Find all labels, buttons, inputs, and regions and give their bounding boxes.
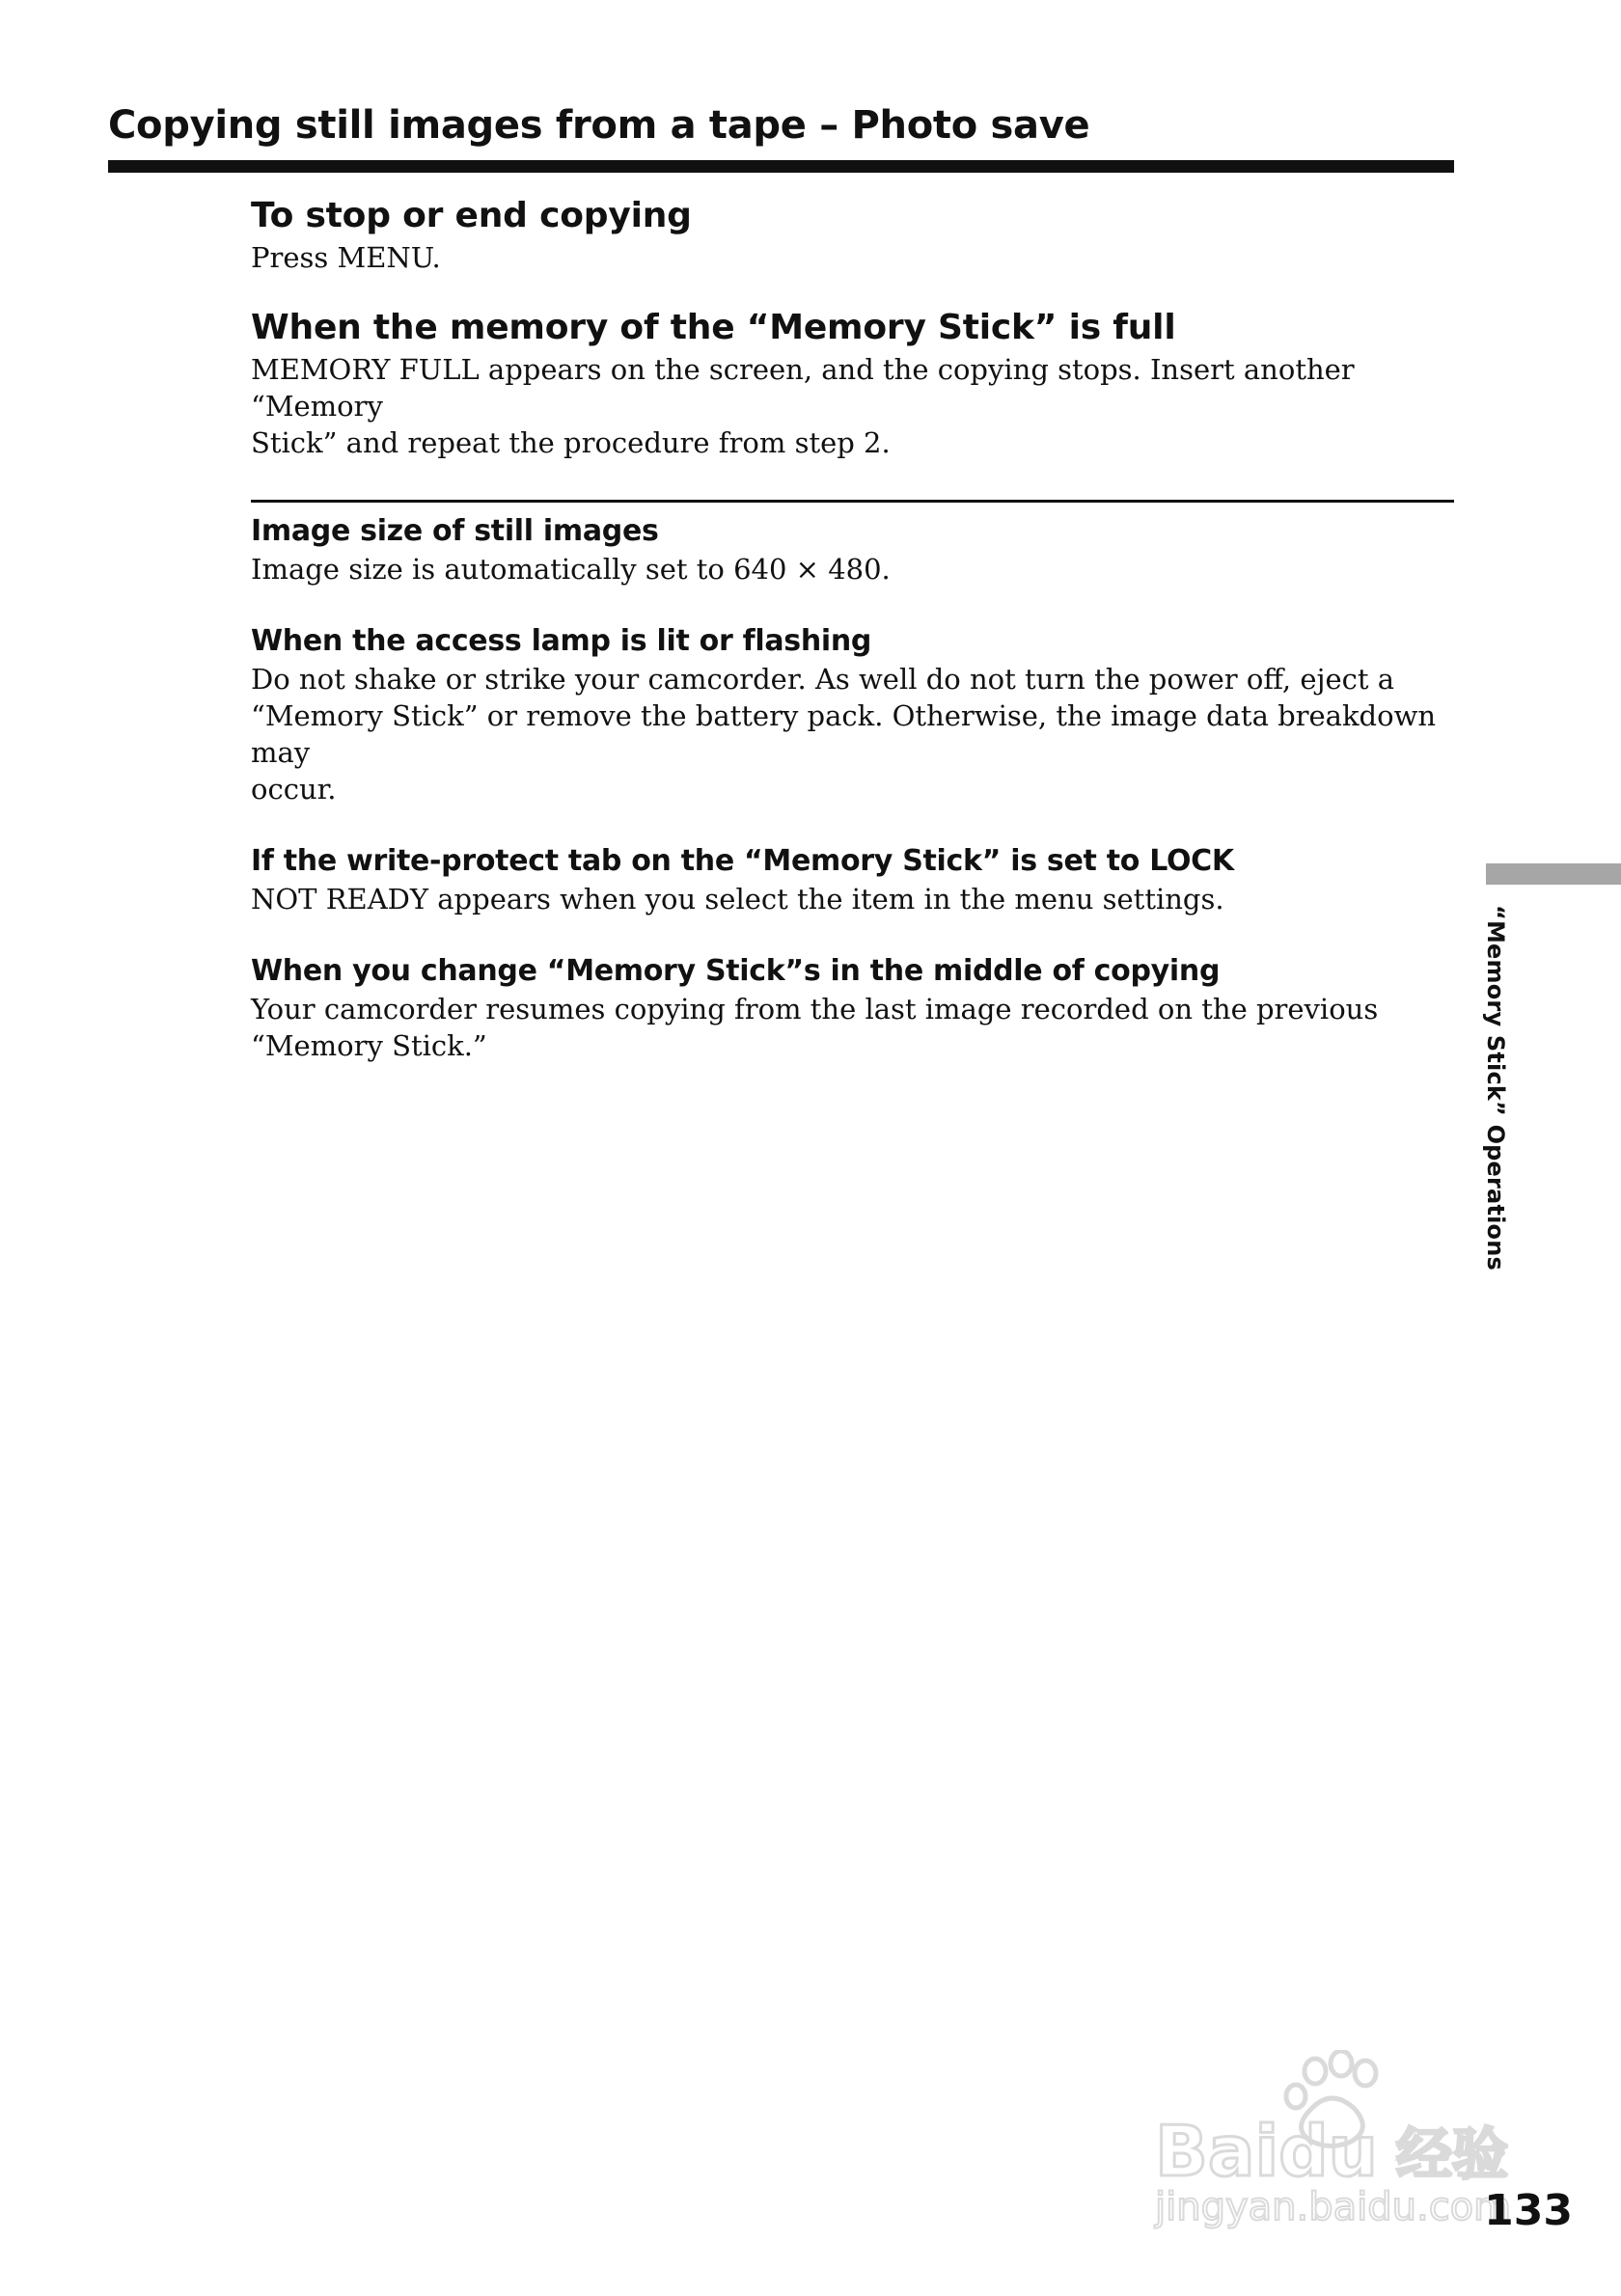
section-heading: When the memory of the “Memory Stick” is full (251, 308, 1176, 347)
note-body-line: Image size is automatically set to 640 × 480. (251, 553, 891, 586)
note-body-line: NOT READY appears when you select the item in the menu settings. (251, 883, 1224, 916)
page-number: 133 (1484, 2186, 1573, 2235)
section-stop-copying (251, 193, 1454, 276)
side-tab-label-wrap (1467, 905, 1525, 1271)
notes-divider (251, 500, 1454, 503)
note-write-protect (251, 842, 1454, 917)
section-heading: To stop or end copying (251, 196, 692, 235)
watermark-brand: Baidu (1155, 2111, 1378, 2192)
page-title: Copying still images from a tape – Photo save (108, 103, 1090, 148)
section-body: Press MENU. (251, 241, 441, 274)
page-header (108, 96, 1454, 154)
note-body-line: “Memory Stick” or remove the battery pack. Otherwise, the image data breakdown may (251, 699, 1437, 769)
note-heading: When you change “Memory Stick”s in the middle of copying (251, 954, 1221, 988)
side-tab-marker (1486, 863, 1621, 885)
note-heading: If the write-protect tab on the “Memory Stick” is set to LOCK (251, 844, 1234, 878)
title-rule (108, 160, 1454, 173)
section-body-line: Stick” and repeat the procedure from step 2. (251, 426, 891, 459)
note-heading: Image size of still images (251, 514, 659, 548)
side-tab-label: “Memory Stick” Operations (1482, 905, 1509, 1271)
note-body-line: Do not shake or strike your camcorder. As well do not turn the power off, eject a (251, 663, 1395, 696)
page-content (251, 193, 1454, 1099)
note-access-lamp (251, 622, 1454, 807)
note-change-memory-stick (251, 952, 1454, 1064)
note-body-line: Your camcorder resumes copying from the last image recorded on the previous (251, 993, 1379, 1025)
section-memory-full (251, 305, 1454, 461)
note-body-line: occur. (251, 773, 337, 806)
note-body-line: “Memory Stick.” (251, 1029, 487, 1062)
section-body-line: MEMORY FULL appears on the screen, and the copying stops. Insert another “Memory (251, 353, 1355, 423)
note-heading: When the access lamp is lit or flashing (251, 624, 872, 658)
watermark-url: jingyan.baidu.com (1155, 2185, 1512, 2229)
watermark-brand-cn: 经验 (1396, 2121, 1509, 2187)
note-image-size (251, 512, 1454, 588)
